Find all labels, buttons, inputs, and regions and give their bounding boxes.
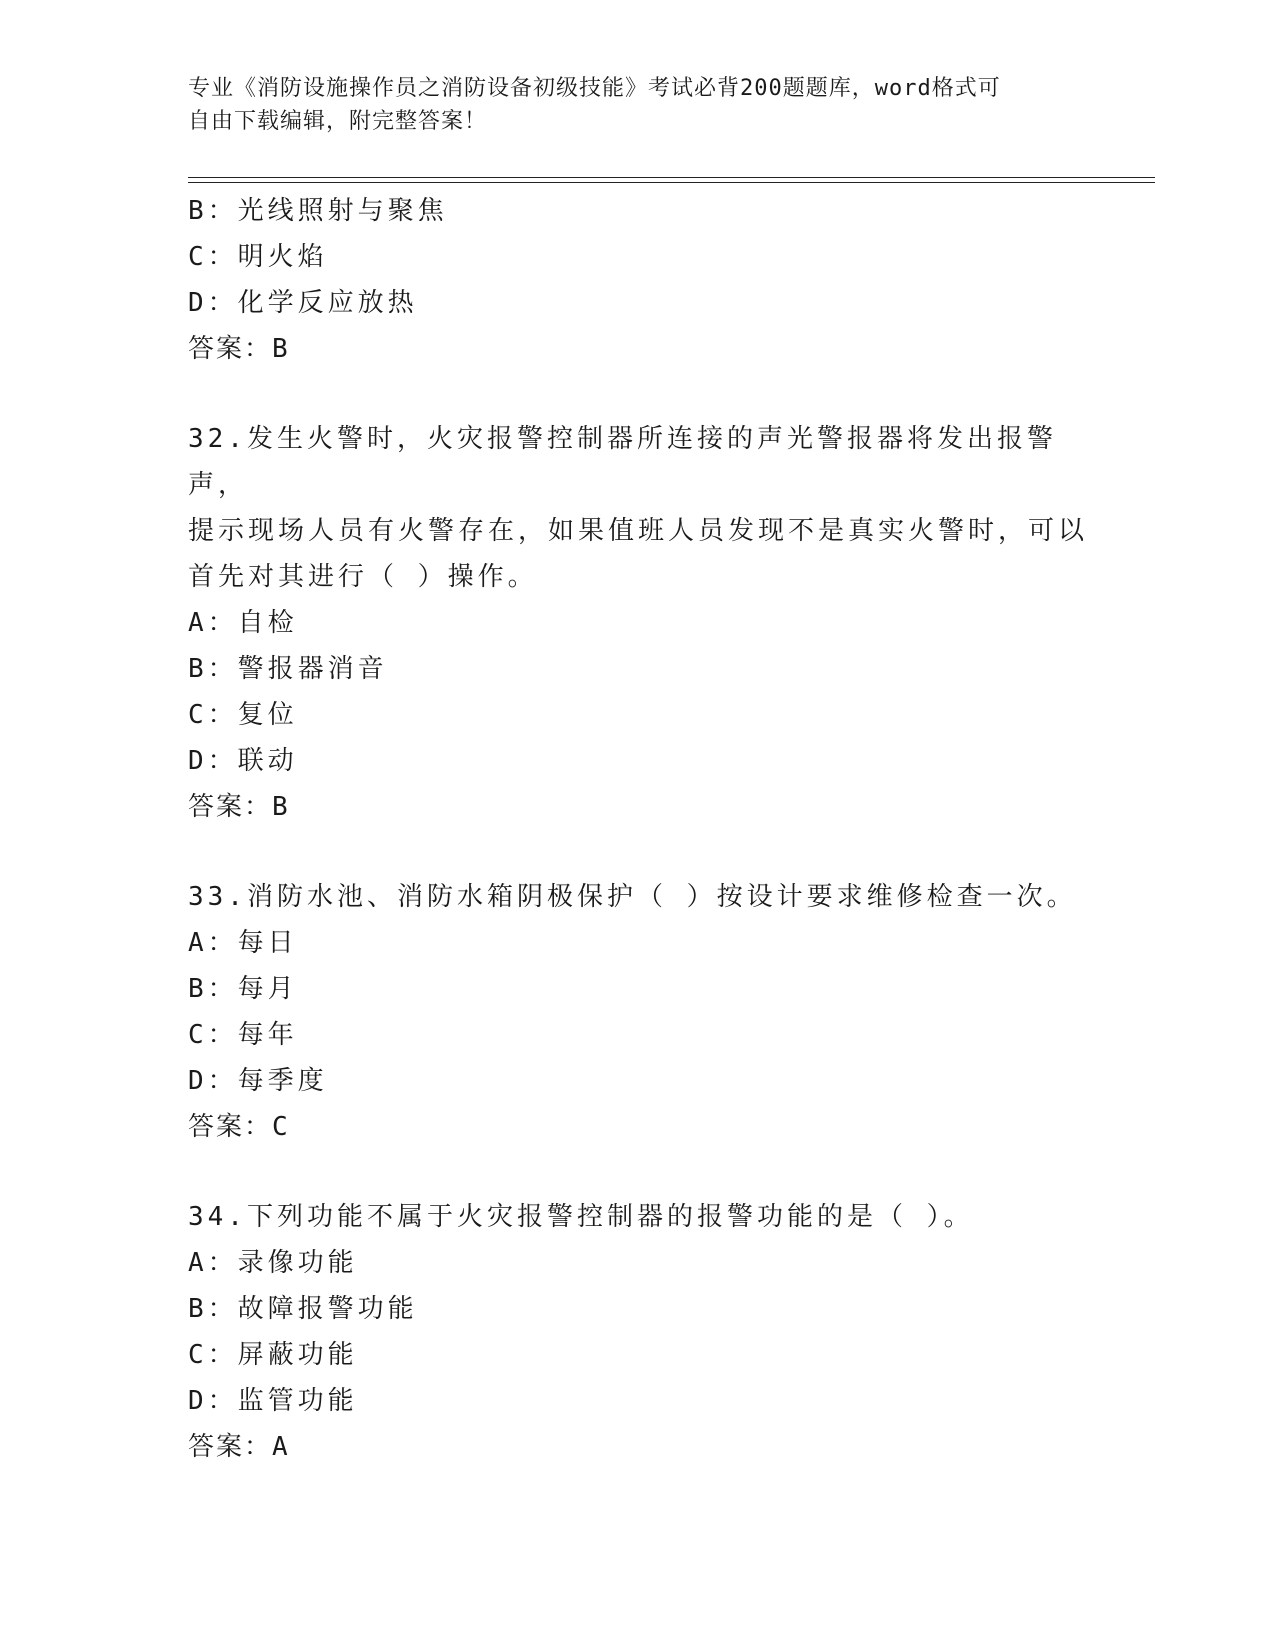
question-stem-line-2: 提示现场人员有火警存在，如果值班人员发现不是真实火警时，可以: [188, 516, 1089, 546]
option-c: C：复位: [188, 700, 298, 730]
answer: 答案：B: [188, 334, 290, 364]
option-a: A：录像功能: [188, 1248, 358, 1278]
question-33: [188, 874, 1088, 1150]
spacer: [188, 1150, 1088, 1194]
question-34: [188, 1194, 1088, 1470]
option-b: B：每月: [188, 974, 298, 1004]
question-stem: 33.消防水池、消防水箱阴极保护（ ）按设计要求维修检查一次。: [188, 882, 1077, 912]
question-32: [188, 416, 1088, 830]
option-c: C：明火焰: [188, 242, 328, 272]
question-31: [188, 188, 1088, 372]
option-a: A：自检: [188, 608, 298, 638]
answer: 答案：C: [188, 1112, 290, 1142]
option-d: D：每季度: [188, 1066, 328, 1096]
option-b: B：光线照射与聚焦: [188, 196, 448, 226]
question-stem-line-3: 首先对其进行（ ）操作。: [188, 562, 538, 592]
option-a: A：每日: [188, 928, 298, 958]
header-line-2: 自由下载编辑，附完整答案！: [188, 109, 488, 134]
option-d: D：化学反应放热: [188, 288, 418, 318]
answer: 答案：B: [188, 792, 290, 822]
option-d: D：监管功能: [188, 1386, 358, 1416]
spacer: [188, 830, 1088, 874]
header-divider-top: [188, 177, 1155, 178]
option-b: B：警报器消音: [188, 654, 388, 684]
spacer: [188, 372, 1088, 416]
answer: 答案：A: [188, 1432, 290, 1462]
option-c: C：每年: [188, 1020, 298, 1050]
question-list: [188, 188, 1088, 1470]
option-c: C：屏蔽功能: [188, 1340, 358, 1370]
question-stem: 34.下列功能不属于火灾报警控制器的报警功能的是（ ）。: [188, 1202, 974, 1232]
header-divider-bottom: [188, 182, 1155, 183]
option-b: B：故障报警功能: [188, 1294, 418, 1324]
document-header: [188, 72, 1068, 138]
option-d: D：联动: [188, 746, 298, 776]
question-stem-line-1: 32.发生火警时，火灾报警控制器所连接的声光警报器将发出报警声，: [188, 424, 1057, 500]
header-line-1: 专业《消防设施操作员之消防设备初级技能》考试必背200题题库，word格式可: [188, 76, 1001, 101]
